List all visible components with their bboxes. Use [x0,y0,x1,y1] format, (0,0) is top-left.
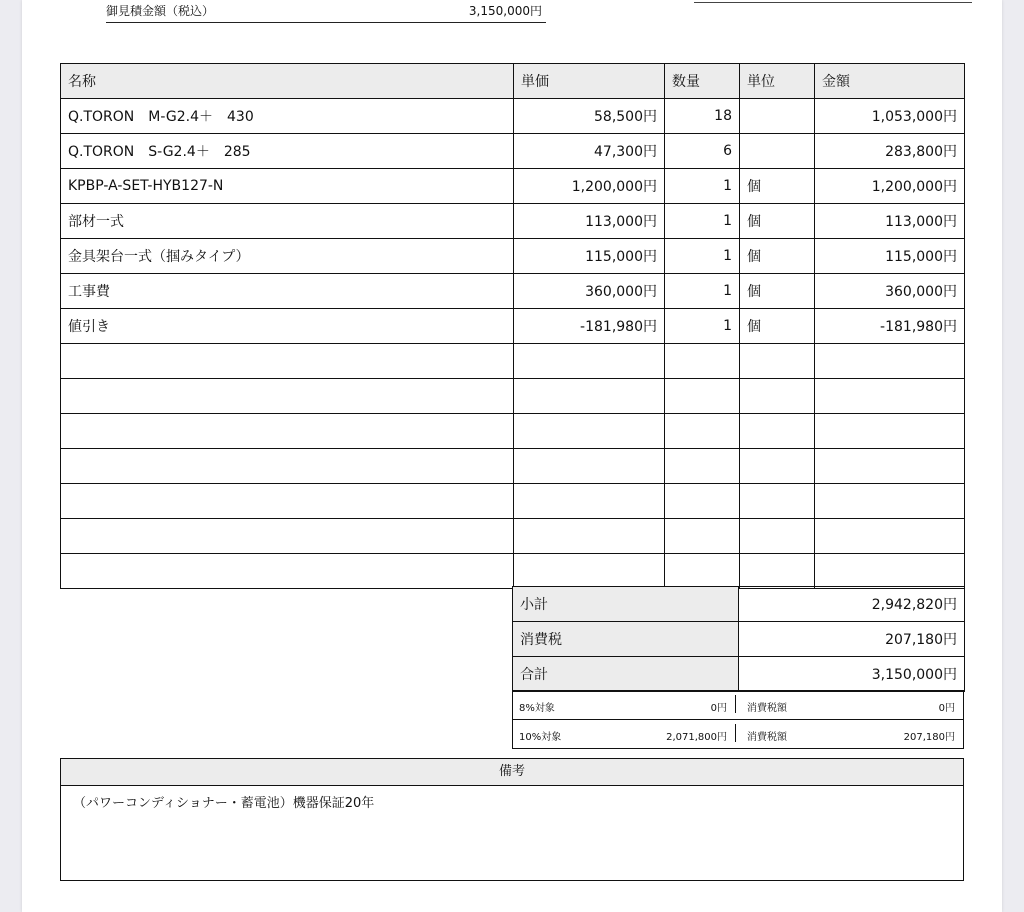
tax-target-label: 8%対象 [519,703,555,714]
tax-separator [735,724,736,742]
cell-unit-price [514,344,665,379]
cell-quantity [665,344,740,379]
table-row [61,484,965,519]
col-header-amount: 金額 [815,64,965,99]
table-row [61,99,965,134]
cell-unit-price [514,519,665,554]
cell-name: 工事費 [61,274,514,309]
cell-amount: 283,800円 [815,134,965,169]
items-header-row [61,64,965,99]
col-header-quantity: 数量 [665,64,740,99]
subtotal-label: 小計 [513,587,739,622]
col-header-name: 名称 [61,64,514,99]
cell-name [61,484,514,519]
remarks-title: 備考 [61,759,963,786]
table-row [61,204,965,239]
table-row [61,449,965,484]
cell-amount: 115,000円 [815,239,965,274]
cell-quantity: 1 [665,204,740,239]
cell-quantity: 6 [665,134,740,169]
cell-amount: -181,980円 [815,309,965,344]
cell-unit-price: 115,000円 [514,239,665,274]
cell-quantity [665,554,740,589]
items-table [60,63,965,589]
cell-amount [815,554,965,589]
remarks-box [60,758,964,881]
cell-amount [815,449,965,484]
cell-unit: 個 [740,239,815,274]
cell-quantity: 1 [665,169,740,204]
tax-row [513,622,965,657]
cell-unit-price: 1,200,000円 [514,169,665,204]
tax-amount-value: 207,180円 [903,732,955,743]
cell-unit: 個 [740,274,815,309]
estimate-page [22,0,1002,912]
cell-unit-price [514,379,665,414]
cell-unit: 個 [740,309,815,344]
cell-quantity: 1 [665,309,740,344]
cell-name [61,554,514,589]
tax-amount-label: 消費税額 [747,732,787,743]
tax-target-value: 0円 [710,703,727,714]
cell-quantity [665,414,740,449]
total-value: 3,150,000円 [739,657,965,692]
cell-amount: 1,053,000円 [815,99,965,134]
cell-quantity: 1 [665,239,740,274]
table-row [61,169,965,204]
cell-unit [740,134,815,169]
table-row [61,134,965,169]
cell-amount [815,344,965,379]
cell-unit-price: -181,980円 [514,309,665,344]
tax-amount-value: 0円 [938,703,955,714]
cell-quantity [665,379,740,414]
cell-amount: 1,200,000円 [815,169,965,204]
cell-unit-price: 113,000円 [514,204,665,239]
cell-name [61,449,514,484]
table-row [61,554,965,589]
col-header-unit: 単位 [740,64,815,99]
header-rule [694,0,972,3]
table-row [61,239,965,274]
cell-amount [815,484,965,519]
subtotal-value: 2,942,820円 [739,587,965,622]
cell-unit-price: 58,500円 [514,99,665,134]
table-row [61,309,965,344]
cell-quantity [665,449,740,484]
table-row [61,379,965,414]
cell-unit [740,554,815,589]
cell-unit: 個 [740,204,815,239]
remarks-text: （パワーコンディショナー・蓄電池）機器保証20年 [73,796,375,811]
cell-name: 金具架台一式（掴みタイプ） [61,239,514,274]
cell-quantity [665,484,740,519]
cell-name [61,519,514,554]
col-header-unit-price: 単価 [514,64,665,99]
total-row [513,657,965,692]
table-row [61,274,965,309]
cell-unit [740,379,815,414]
cell-name: 値引き [61,309,514,344]
table-row [61,414,965,449]
cell-name [61,379,514,414]
total-label: 合計 [513,657,739,692]
cell-unit [740,414,815,449]
cell-name: Q.TORON M-G2.4＋ 430 [61,99,514,134]
cell-unit-price [514,554,665,589]
totals-table [512,586,965,692]
estimate-amount-row [106,0,546,23]
tax-label: 消費税 [513,622,739,657]
cell-unit-price [514,449,665,484]
cell-name: KPBP-A-SET-HYB127-N [61,169,514,204]
table-row [61,344,965,379]
cell-unit-price: 47,300円 [514,134,665,169]
tax-breakdown-row-10 [513,719,963,748]
cell-amount: 360,000円 [815,274,965,309]
cell-amount [815,379,965,414]
estimate-amount-value: 3,150,000円 [468,4,542,18]
cell-unit [740,344,815,379]
cell-unit-price: 360,000円 [514,274,665,309]
cell-quantity [665,519,740,554]
subtotal-row [513,587,965,622]
cell-name [61,414,514,449]
cell-amount: 113,000円 [815,204,965,239]
tax-separator [735,695,736,713]
cell-amount [815,414,965,449]
table-row [61,519,965,554]
cell-quantity: 1 [665,274,740,309]
cell-unit [740,484,815,519]
tax-target-label: 10%対象 [519,732,562,743]
cell-unit [740,449,815,484]
cell-name: 部材一式 [61,204,514,239]
cell-unit-price [514,484,665,519]
tax-value: 207,180円 [739,622,965,657]
tax-breakdown-row-8 [513,691,963,719]
cell-name [61,344,514,379]
tax-breakdown [512,690,964,749]
tax-amount-label: 消費税額 [747,703,787,714]
cell-name: Q.TORON S-G2.4＋ 285 [61,134,514,169]
cell-amount [815,519,965,554]
cell-quantity: 18 [665,99,740,134]
cell-unit [740,519,815,554]
cell-unit [740,99,815,134]
tax-target-value: 2,071,800円 [666,732,727,743]
estimate-amount-label: 御見積金額（税込） [106,4,215,18]
cell-unit-price [514,414,665,449]
cell-unit: 個 [740,169,815,204]
